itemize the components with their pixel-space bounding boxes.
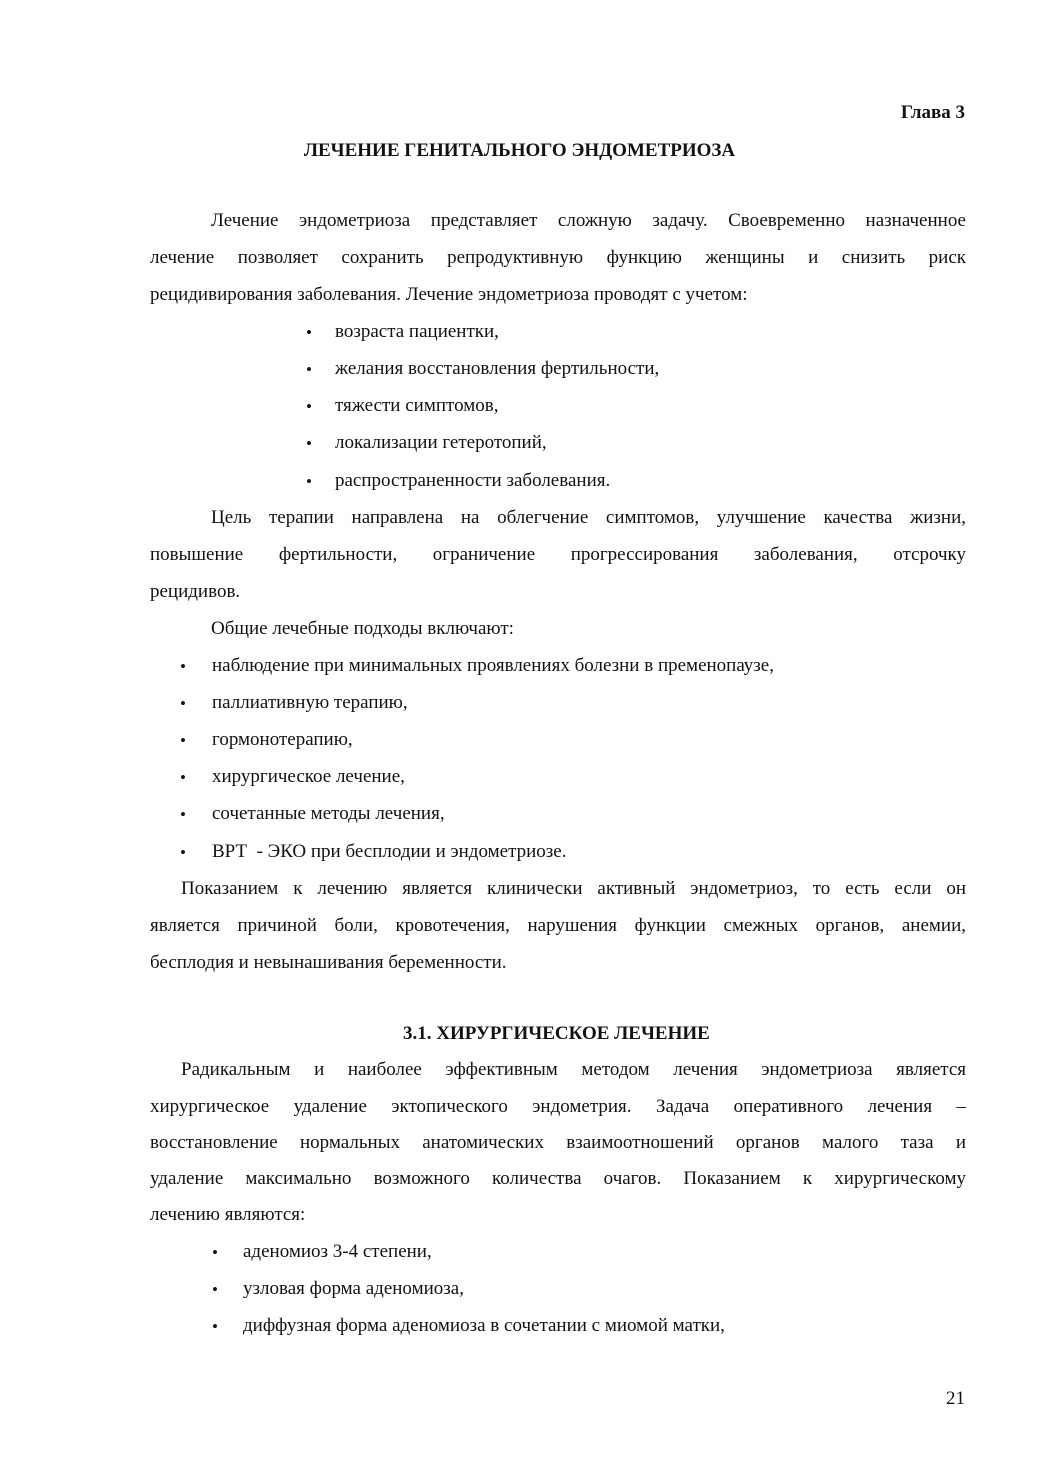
- list3-item: узловая форма аденомиоза,: [243, 1278, 464, 1299]
- para2-line2: повышение фертильности, ограничение прогрессирования заболевания, отсрочку: [150, 544, 966, 565]
- para2-line1: Цель терапии направлена на облегчение симптомов, улучшение качества жизни,: [211, 507, 966, 528]
- para2-line3: рецидивов.: [150, 581, 241, 602]
- list2-item: гормонотерапию,: [212, 729, 353, 750]
- list1-item: локализации гетеротопий,: [335, 432, 547, 453]
- bullet-icon: •: [306, 323, 312, 342]
- bullet-icon: •: [306, 360, 312, 379]
- chapter-title: ЛЕЧЕНИЕ ГЕНИТАЛЬНОГО ЭНДОМЕТРИОЗА: [303, 140, 736, 161]
- bullet-icon: •: [180, 694, 186, 713]
- para4-line2: является причиной боли, кровотечения, нарушения функции смежных органов, анемии,: [150, 915, 966, 936]
- list2-item: паллиативную терапию,: [212, 692, 408, 713]
- list1-item: желания восстановления фертильности,: [335, 358, 660, 379]
- para5-line2: хирургическое удаление эктопического эндометрия. Задача оперативного лечения –: [150, 1096, 966, 1117]
- section-title: 3.1. ХИРУРГИЧЕСКОЕ ЛЕЧЕНИЕ: [403, 1023, 710, 1044]
- list1-item: распространенности заболевания.: [335, 470, 611, 491]
- list3-item: диффузная форма аденомиоза в сочетании с миомой матки,: [243, 1315, 725, 1336]
- chapter-label: Глава 3: [900, 102, 965, 123]
- bullet-icon: •: [212, 1317, 218, 1336]
- para1-line1: Лечение эндометриоза представляет сложную задачу. Своевременно назначенное: [211, 210, 966, 231]
- para5-line3: восстановление нормальных анатомических взаимоотношений органов малого таза и: [150, 1132, 966, 1153]
- para1-line3: рецидивирования заболевания. Лечение эндометриоза проводят с учетом:: [150, 284, 748, 305]
- bullet-icon: •: [180, 657, 186, 676]
- list2-item: ВРТ - ЭКО при бесплодии и эндометриозе.: [212, 841, 567, 862]
- para4-line3: бесплодия и невынашивания беременности.: [150, 952, 507, 973]
- bullet-icon: •: [180, 768, 186, 787]
- para4-line1: Показанием к лечению является клинически активный эндометриоз, то есть если он: [181, 878, 966, 899]
- bullet-icon: •: [306, 434, 312, 453]
- para3-line: Общие лечебные подходы включают:: [211, 618, 514, 639]
- bullet-icon: •: [212, 1243, 218, 1262]
- para5-line5: лечению являются:: [150, 1204, 306, 1225]
- page-number: 21: [946, 1388, 965, 1409]
- bullet-icon: •: [180, 731, 186, 750]
- para1-line2: лечение позволяет сохранить репродуктивную функцию женщины и снизить риск: [150, 247, 966, 268]
- para5-line4: удаление максимально возможного количества очагов. Показанием к хирургическому: [150, 1168, 966, 1189]
- bullet-icon: •: [180, 843, 186, 862]
- bullet-icon: •: [306, 397, 312, 416]
- list2-item: наблюдение при минимальных проявлениях болезни в пременопаузе,: [212, 655, 774, 676]
- list1-item: тяжести симптомов,: [335, 395, 499, 416]
- bullet-icon: •: [306, 472, 312, 491]
- list3-item: аденомиоз 3-4 степени,: [243, 1241, 432, 1262]
- bullet-icon: •: [180, 805, 186, 824]
- list2-item: хирургическое лечение,: [212, 766, 405, 787]
- para5-line1: Радикальным и наиболее эффективным методом лечения эндометриоза является: [181, 1059, 966, 1080]
- list2-item: сочетанные методы лечения,: [212, 803, 445, 824]
- list1-item: возраста пациентки,: [335, 321, 499, 342]
- bullet-icon: •: [212, 1280, 218, 1299]
